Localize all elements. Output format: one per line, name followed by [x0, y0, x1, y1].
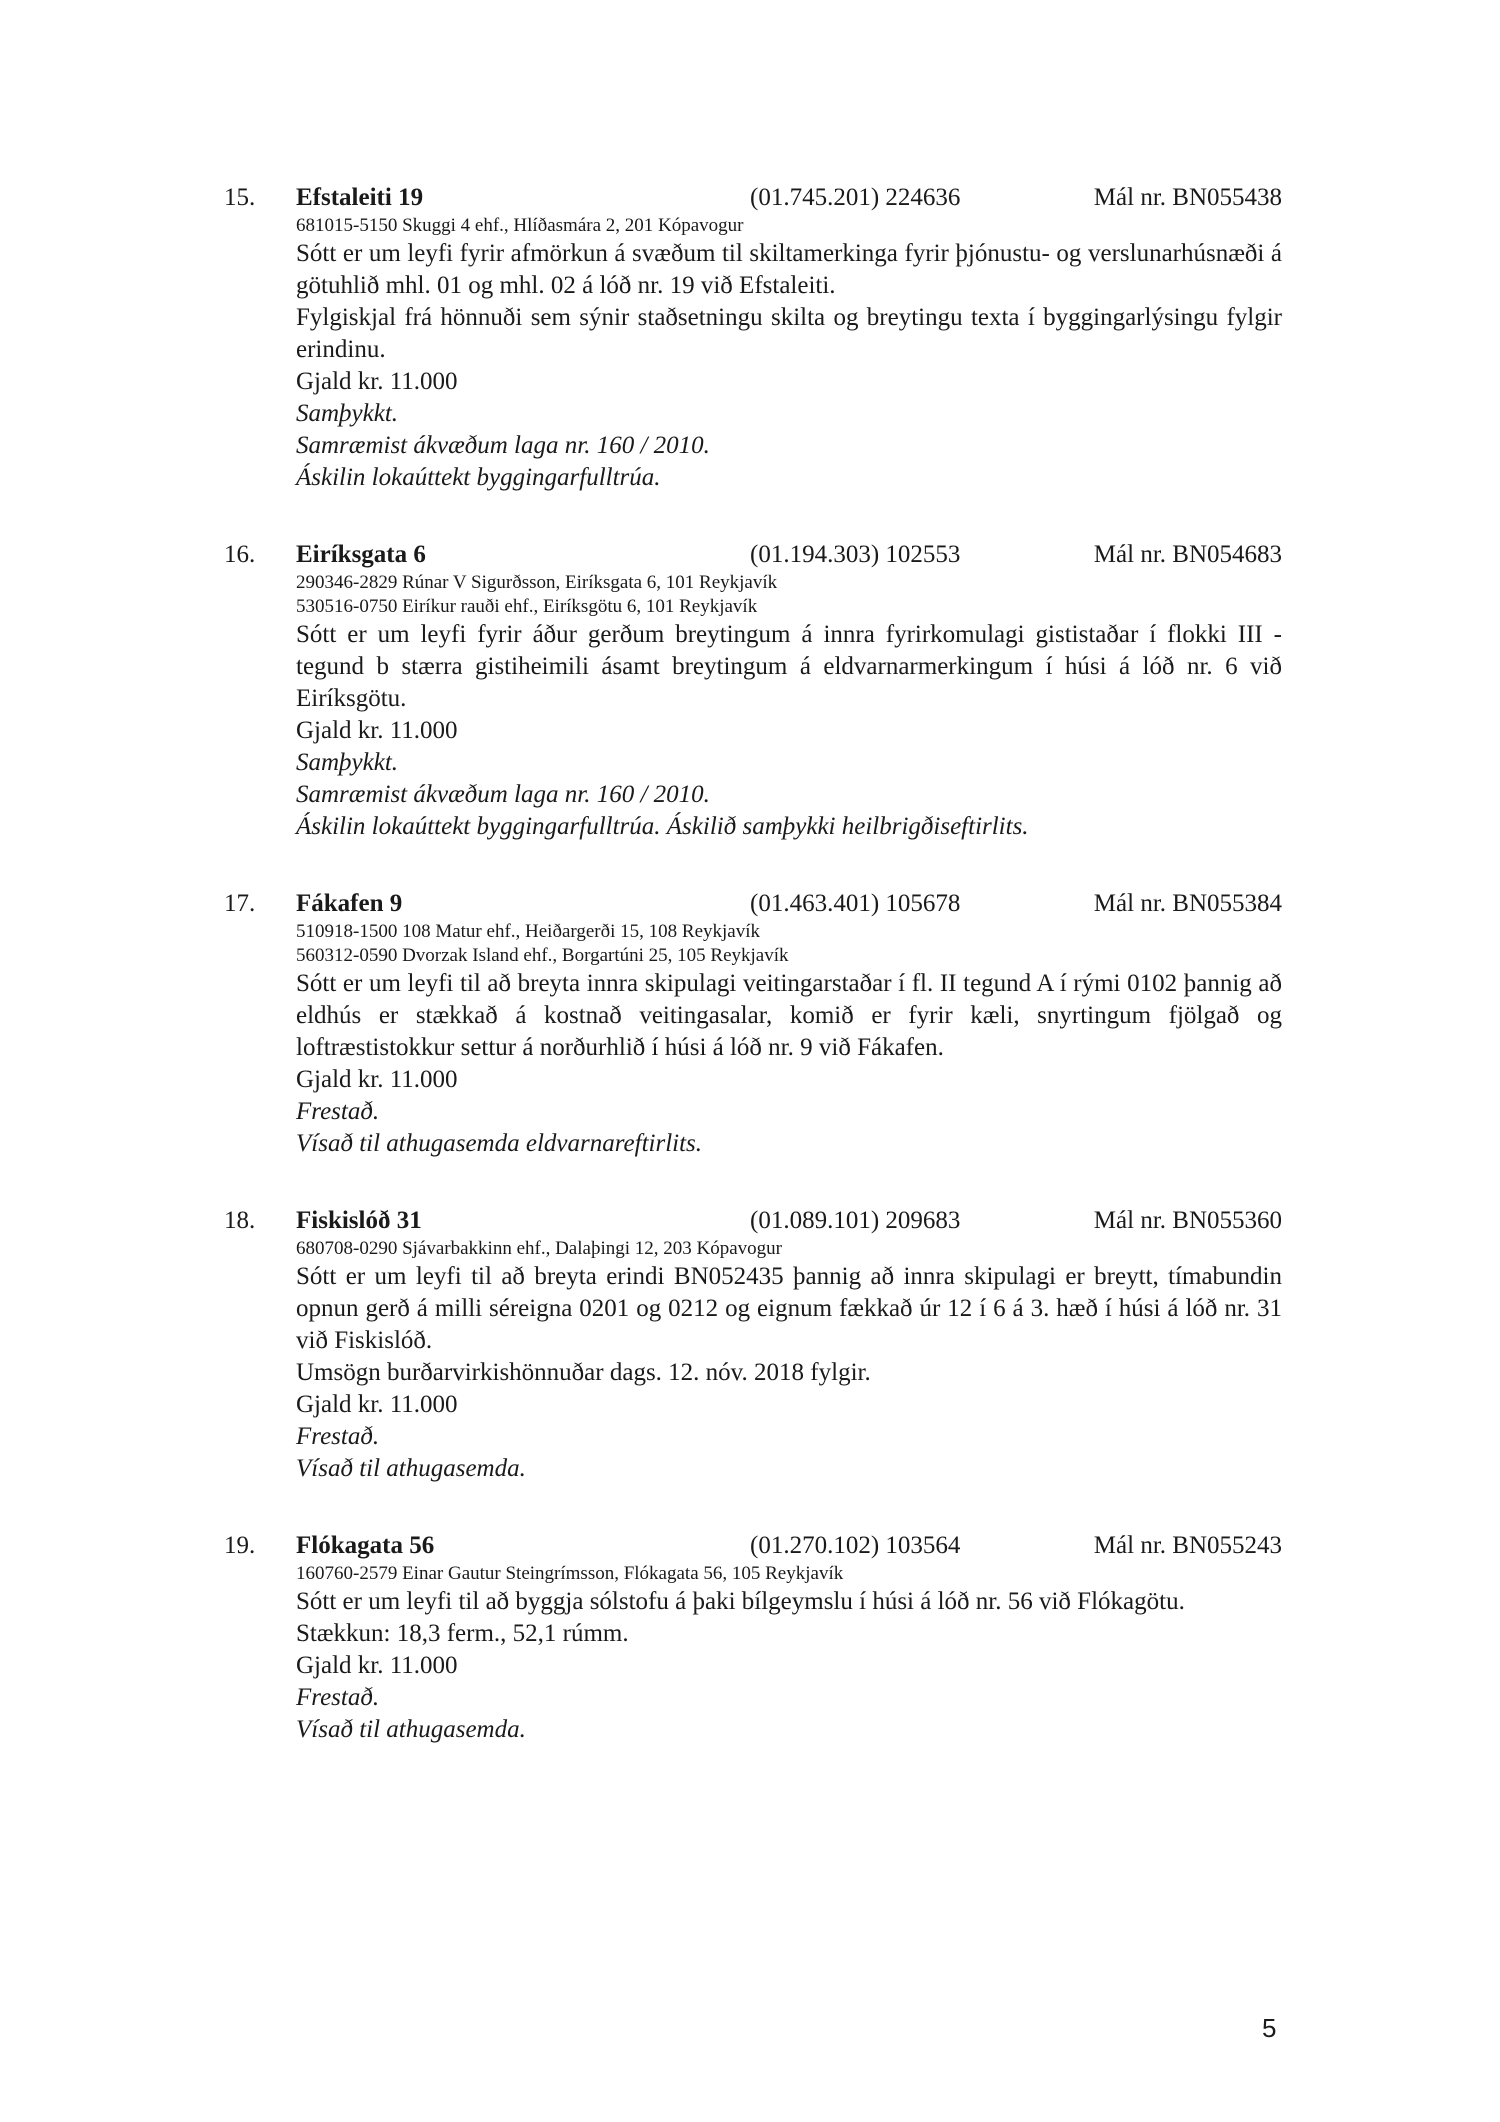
- case-note: Umsögn burðarvirkishönnuðar dags. 12. nóv. 2018 fylgir.: [296, 1359, 871, 1386]
- decision-line: Samræmist ákvæðum laga nr. 160 / 2010.: [296, 432, 710, 459]
- case-number: 15.: [224, 184, 256, 211]
- applicant: 290346-2829 Rúnar V Sigurðsson, Eiríksgata 6, 101 Reykjavík: [296, 572, 778, 593]
- case-address: Efstaleiti 19: [296, 184, 424, 211]
- decision-line: Frestað.: [296, 1423, 380, 1450]
- case-note: Stækkun: 18,3 ferm., 52,1 rúmm.: [296, 1620, 629, 1647]
- applicant: 681015-5150 Skuggi 4 ehf., Hlíðasmára 2, 201 Kópavogur: [296, 215, 744, 236]
- fee: Gjald kr. 11.000: [296, 1652, 458, 1679]
- applicant: 560312-0590 Dvorzak Island ehf., Borgartúni 25, 105 Reykjavík: [296, 945, 789, 966]
- case-number: 16.: [224, 541, 256, 568]
- case-header: [224, 538, 1282, 571]
- case-number: 19.: [224, 1532, 256, 1559]
- case-description: Sótt er um leyfi til að byggja sólstofu á þaki bílgeymslu í húsi á lóð nr. 56 við Flókagötu.: [296, 1588, 1185, 1615]
- decision-line: Frestað.: [296, 1098, 380, 1125]
- case-item-16: [224, 538, 1282, 843]
- case-body: [296, 920, 1282, 1160]
- case-header: [224, 887, 1282, 920]
- case-item-18: [224, 1204, 1282, 1485]
- fee: Gjald kr. 11.000: [296, 368, 458, 395]
- case-item-15: [224, 181, 1282, 494]
- case-item-19: [224, 1529, 1282, 1746]
- fee: Gjald kr. 11.000: [296, 717, 458, 744]
- case-reference: Mál nr. BN055243: [1093, 1532, 1282, 1559]
- case-number: 17.: [224, 890, 256, 917]
- case-header: [224, 1529, 1282, 1562]
- case-address: Fiskislóð 31: [296, 1207, 422, 1234]
- case-reference: Mál nr. BN055438: [1093, 184, 1282, 211]
- decision-line: Vísað til athugasemda.: [296, 1716, 526, 1743]
- applicant: 680708-0290 Sjávarbakkinn ehf., Dalaþingi 12, 203 Kópavogur: [296, 1238, 782, 1259]
- case-body: [296, 1562, 1282, 1746]
- property-code: (01.270.102) 103564: [750, 1532, 961, 1559]
- case-number: 18.: [224, 1207, 256, 1234]
- property-code: (01.745.201) 224636: [750, 184, 961, 211]
- applicant: 160760-2579 Einar Gautur Steingrímsson, Flókagata 56, 105 Reykjavík: [296, 1563, 844, 1584]
- decision-line: Vísað til athugasemda eldvarnareftirlits.: [296, 1130, 703, 1157]
- decision-line: Samþykkt.: [296, 749, 399, 776]
- case-body: [296, 1237, 1282, 1485]
- decision-line: Frestað.: [296, 1684, 380, 1711]
- decision-line: Samþykkt.: [296, 400, 399, 427]
- decision-line: Áskilin lokaúttekt byggingarfulltrúa.: [296, 464, 661, 491]
- case-header: [224, 1204, 1282, 1237]
- case-note: Fylgiskjal frá hönnuði sem sýnir staðsetningu skilta og breytingu texta í byggingarlýsingu fylgir erindinu.: [296, 304, 1282, 363]
- decision-line: Vísað til athugasemda.: [296, 1455, 526, 1482]
- case-description: Sótt er um leyfi fyrir afmörkun á svæðum til skiltamerkinga fyrir þjónustu- og verslunarhúsnæði á götuhlið mhl. 01 og mhl. 02 á lóð nr. 19 við Efstaleiti.: [296, 240, 1282, 299]
- decision-line: Samræmist ákvæðum laga nr. 160 / 2010.: [296, 781, 710, 808]
- case-header: [224, 181, 1282, 214]
- case-reference: Mál nr. BN055384: [1093, 890, 1282, 917]
- case-item-17: [224, 887, 1282, 1160]
- case-reference: Mál nr. BN055360: [1093, 1207, 1282, 1234]
- applicant: 510918-1500 108 Matur ehf., Heiðargerði 15, 108 Reykjavík: [296, 921, 761, 942]
- page-number: 5: [1262, 2013, 1277, 2043]
- property-code: (01.463.401) 105678: [750, 890, 961, 917]
- applicant: 530516-0750 Eiríkur rauði ehf., Eiríksgötu 6, 101 Reykjavík: [296, 596, 758, 617]
- case-description: Sótt er um leyfi til að breyta erindi BN052435 þannig að innra skipulagi er breytt, tímabundin opnun gerð á milli séreigna 0201 og 0212 og eignum fækkað úr 12 í 6 á 3. hæð í húsi á lóð nr. 31 við Fiskislóð.: [296, 1263, 1282, 1354]
- property-code: (01.194.303) 102553: [750, 541, 961, 568]
- case-body: [296, 571, 1282, 843]
- case-description: Sótt er um leyfi til að breyta innra skipulagi veitingarstaðar í fl. II tegund A í rými 0102 þannig að eldhús er stækkað á kostnað veitingasalar, komið er fyrir kæli, snyrtingum fjölgað og loftræstistokkur settur á norðurhlið í húsi á lóð nr. 9 við Fákafen.: [296, 970, 1282, 1061]
- case-address: Eiríksgata 6: [296, 541, 426, 568]
- case-reference: Mál nr. BN054683: [1093, 541, 1282, 568]
- case-address: Fákafen 9: [296, 890, 403, 917]
- case-description: Sótt er um leyfi fyrir áður gerðum breytingum á innra fyrirkomulagi gististaðar í flokki III - tegund b stærra gistiheimili ásamt breytingum á eldvarnarmerkingum í húsi á lóð nr. 6 við Eiríksgötu.: [296, 621, 1282, 712]
- fee: Gjald kr. 11.000: [296, 1391, 458, 1418]
- case-address: Flókagata 56: [296, 1532, 435, 1559]
- case-body: [296, 214, 1282, 494]
- fee: Gjald kr. 11.000: [296, 1066, 458, 1093]
- decision-line: Áskilin lokaúttekt byggingarfulltrúa. Áskilið samþykki heilbrigðiseftirlits.: [296, 813, 1029, 840]
- property-code: (01.089.101) 209683: [750, 1207, 961, 1234]
- document-body: [224, 181, 1282, 1790]
